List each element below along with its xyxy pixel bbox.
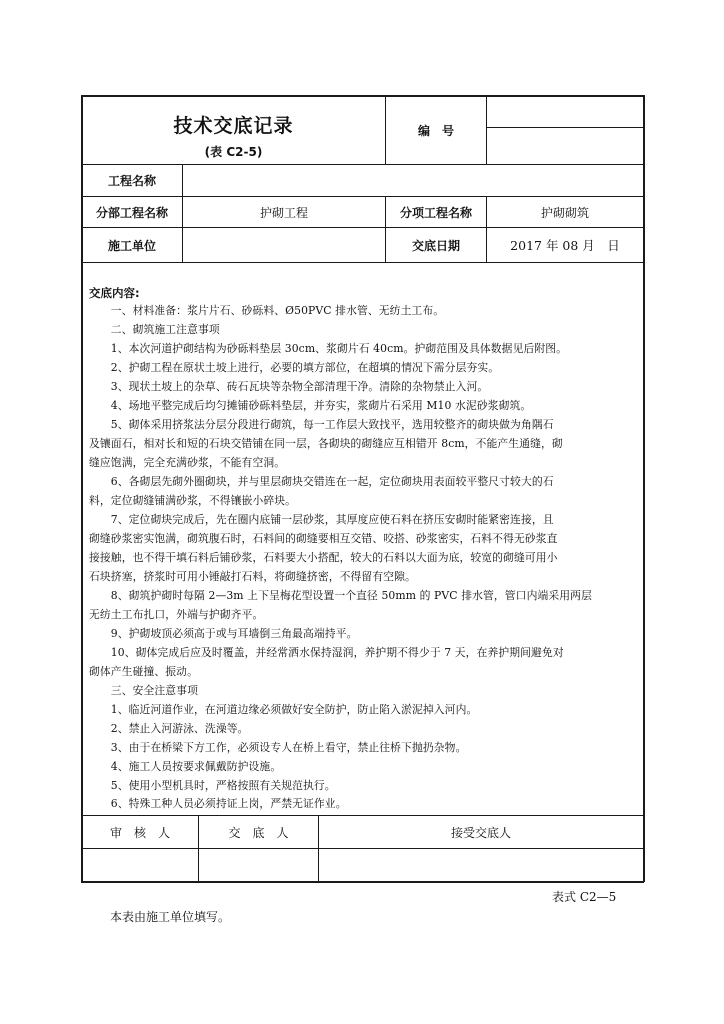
number-label: 编 号 <box>417 123 454 138</box>
content-line: 料，定位砌缝铺满砂浆，不得镶嵌小碎块。 <box>89 494 297 507</box>
content-line: 7、定位砌块完成后，先在圈内底铺一层砂浆，其厚度应使石料在挤压安砌时能紧密连接，且 <box>89 513 554 526</box>
content-line: 9、护砌坡顶必须高于或与耳墙倒三角最高端持平。 <box>89 627 358 640</box>
project-name-field[interactable] <box>184 165 643 196</box>
content-line: 及镶面石，相对长和短的石块交错铺在同一层，各砌块的砌缝应互相错开 8cm，不能产生通缝，砌 <box>89 437 563 450</box>
content-line: 4、施工人员按要求佩戴防护设施。 <box>89 760 282 773</box>
content-line: 6、特殊工种人员必须持证上岗，严禁无证作业。 <box>89 797 347 810</box>
project-name-label: 工程名称 <box>107 174 156 188</box>
content-heading: 交底内容: <box>89 286 140 300</box>
content-line: 一、材料准备：浆片片石、砂砾料、Ø50PVC 排水管、无纺土工布。 <box>89 304 445 317</box>
discloser-label: 交 底 人 <box>228 825 289 840</box>
form-code: 表式 C2—5 <box>552 890 617 904</box>
discloser-signature-field[interactable] <box>199 849 318 881</box>
number-field[interactable] <box>487 96 643 164</box>
content-line: 砌缝砂浆密实饱满，砌筑腹石时，石料间的砌缝要相互交错、咬搭、砂浆密实，石料不得无砂浆直 <box>89 532 558 545</box>
subproject-field[interactable]: 护砌工程 <box>259 205 308 220</box>
content-line: 1、临近河道作业，在河道边缘必须做好安全防护，防止陷入淤泥掉入河内。 <box>89 703 478 716</box>
item-project-field[interactable]: 护砌砌筑 <box>540 205 589 220</box>
document-title: 技术交底记录 <box>173 114 294 137</box>
content-line: 接接触，也不得干填石料后铺砂浆，石料要大小搭配，较大的石料以大面为底，较宽的砌缝可用小 <box>89 551 558 564</box>
content-line: 5、使用小型机具时，严格按照有关规范执行。 <box>89 779 336 792</box>
item-project-label: 分项工程名称 <box>399 205 472 220</box>
form-subtitle: (表 C2-5) <box>204 144 263 159</box>
subproject-label: 分部工程名称 <box>95 205 168 220</box>
content-line: 8、砌筑护砌时每隔 2—3m 上下呈梅花型设置一个直径 50mm 的 PVC 排水管，管口内端采用两层 <box>89 589 592 602</box>
content-line: 二、砌筑施工注意事项 <box>89 323 220 336</box>
content-line: 2、禁止入河游泳、洗澡等。 <box>89 722 249 735</box>
footer-note: 本表由施工单位填写。 <box>110 910 231 924</box>
content-line: 无纺土工布扎口，外端与护砌齐平。 <box>89 608 264 621</box>
content-line: 1、本次河道护砌结构为砂砾料垫层 30cm、浆砌片石 40cm。护砌范围及具体数据见后附图。 <box>89 342 568 355</box>
reviewer-signature-field[interactable] <box>82 849 198 881</box>
content-line: 2、护砌工程在原状土坡上进行，必要的填方部位，在超填的情况下需分层夯实。 <box>89 361 500 374</box>
content-line: 石块挤塞，挤浆时可用小锤敲打石料，将砌缝挤密，不得留有空隙。 <box>89 570 416 583</box>
date-field[interactable]: 2017 年 08 月 日 <box>510 238 620 253</box>
content-line: 5、砌体采用挤浆法分层分段进行砌筑，每一工作层大致找平，选用较整齐的砌块做为角隅石 <box>89 418 554 431</box>
construction-unit-label: 施工单位 <box>107 238 156 253</box>
construction-unit-field[interactable] <box>183 228 385 262</box>
content-line: 3、由于在桥梁下方工作，必须设专人在桥上看守，禁止往桥下抛扔杂物。 <box>89 741 467 754</box>
table-border-bottom <box>81 881 644 883</box>
content-line: 砌体产生碰撞、振动。 <box>89 665 198 678</box>
content-line: 三、安全注意事项 <box>89 684 198 697</box>
row-line-4 <box>81 262 644 263</box>
content-line: 3、现状土坡上的杂草、砖石瓦块等杂物全部清理干净。清除的杂物禁止入河。 <box>89 380 489 393</box>
content-line: 缝应饱满，完全充满砂浆，不能有空洞。 <box>89 456 286 469</box>
date-label: 交底日期 <box>411 238 460 253</box>
receiver-label: 接受交底人 <box>450 825 511 840</box>
content-line: 10、砌体完成后应及时覆盖，并经常洒水保持湿润，养护期不得少于 7 天，在养护期间避免对 <box>89 646 564 659</box>
content-line: 6、各砌层先砌外圈砌块，并与里层砌块交错连在一起，定位砌块用表面较平整尺寸较大的石 <box>89 475 554 488</box>
content-line: 4、场地平整完成后均匀摊铺砂砾料垫层，并夯实，浆砌片石采用 M10 水泥砂浆砌筑。 <box>89 399 532 412</box>
reviewer-label: 审 核 人 <box>109 825 170 840</box>
receiver-signature-field[interactable] <box>319 849 643 881</box>
